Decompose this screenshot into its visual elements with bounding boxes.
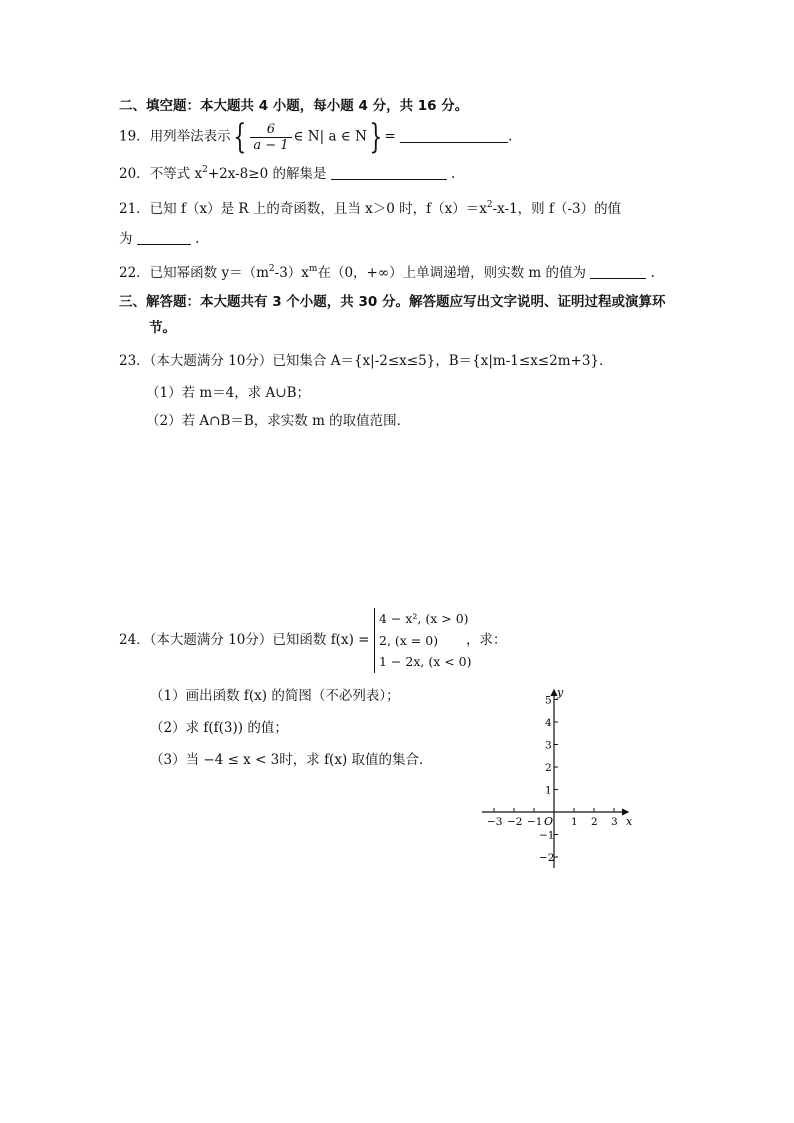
question-21-line-2: 为 . <box>119 231 200 247</box>
section-3-header-line-1: 三、解答题：本大题共有 3 个小题，共 30 分。解答题应写出文字说明、证明过程或演算环 <box>119 294 666 310</box>
question-24-stem: 24．（本大题满分 10分）已知函数 f(x) = <box>119 632 370 648</box>
y-tick-label: 4 <box>545 717 552 729</box>
question-24-part-2: （2）求 f(f(3)) 的值； <box>150 720 288 736</box>
y-tick-label: 1 <box>545 784 552 797</box>
x-tick-label: 3 <box>611 816 618 828</box>
q19-set-tail: ∈ N| a ∈ N <box>293 128 367 145</box>
q20-answer-blank[interactable] <box>331 165 447 180</box>
question-24-part-3: （3）当 −4 ≤ x < 3时，求 f(x) 取值的集合． <box>150 752 433 768</box>
case-2: 2, (x = 0) <box>379 632 439 648</box>
case-3: 1 − 2x, (x < 0) <box>379 654 472 669</box>
q19-text: 用列举法表示 <box>149 128 231 145</box>
case-1: 4 − x², (x > 0) <box>379 611 469 626</box>
x-tick-label: −2 <box>507 816 523 828</box>
question-24-tail: ，求： <box>466 632 507 648</box>
section-2-header: 二、填空题：本大题共 4 小题，每小题 4 分，共 16 分。 <box>119 98 469 114</box>
section-3-header-line-2: 节。 <box>149 320 176 336</box>
question-23-part-1: （1）若 m＝4，求 A∪B； <box>146 385 311 401</box>
q19-eq: = <box>384 128 396 145</box>
y-tick-label: 2 <box>545 762 552 774</box>
q21-answer-blank[interactable] <box>137 230 191 245</box>
question-19: 19．用列举法表示{ $\frac{6}{a - 1}$ ∈ N| a ∈ N} = . <box>119 117 513 157</box>
q19-answer-blank[interactable] <box>400 128 508 143</box>
y-axis-label: y <box>557 686 564 699</box>
question-23-part-2: （2）若 A∩B＝B，求实数 m 的取值范围． <box>146 413 411 429</box>
y-tick-label: 5 <box>545 694 552 707</box>
x-axis-label: x <box>626 815 633 828</box>
question-20: 20．不等式 $x^2+2x-8\ge 0$ 的解集是 . <box>119 165 456 182</box>
origin-label: O <box>544 815 554 828</box>
x-tick-label: −1 <box>527 816 543 828</box>
question-22: 22．已知幂函数 $y=(m^2-3)x^m$在（0，+∞）上单调递增，则实数 m 的值为 . <box>119 264 655 281</box>
question-24-part-1: （1）画出函数 f(x) 的简图（不必列表）； <box>150 688 400 704</box>
question-23-stem: 23．（本大题满分 10分）已知集合 A＝{x|-2≤x≤5}，B＝{x|m-1≤x≤2m+3}． <box>119 353 613 369</box>
q22-answer-blank[interactable] <box>590 264 646 279</box>
question-21-line-1: 21．已知 f（x）是 R 上的奇函数，且当 x＞0 时，$f(x)=x^2-x-1$，则 f（-3）的值 <box>119 200 622 217</box>
q19-number: 19． <box>119 128 150 145</box>
q19-fraction: $\frac{6}{a - 1}$ <box>250 122 291 153</box>
left-brace: { <box>233 117 246 157</box>
y-tick-label: −1 <box>539 829 555 842</box>
coordinate-axes <box>478 684 644 876</box>
y-tick-label: 3 <box>545 739 552 752</box>
right-brace: } <box>369 117 383 157</box>
x-tick-label: 1 <box>571 816 578 828</box>
x-tick-label: −3 <box>487 816 503 828</box>
y-tick-label: −2 <box>539 852 555 864</box>
x-tick-label: 2 <box>591 816 598 828</box>
